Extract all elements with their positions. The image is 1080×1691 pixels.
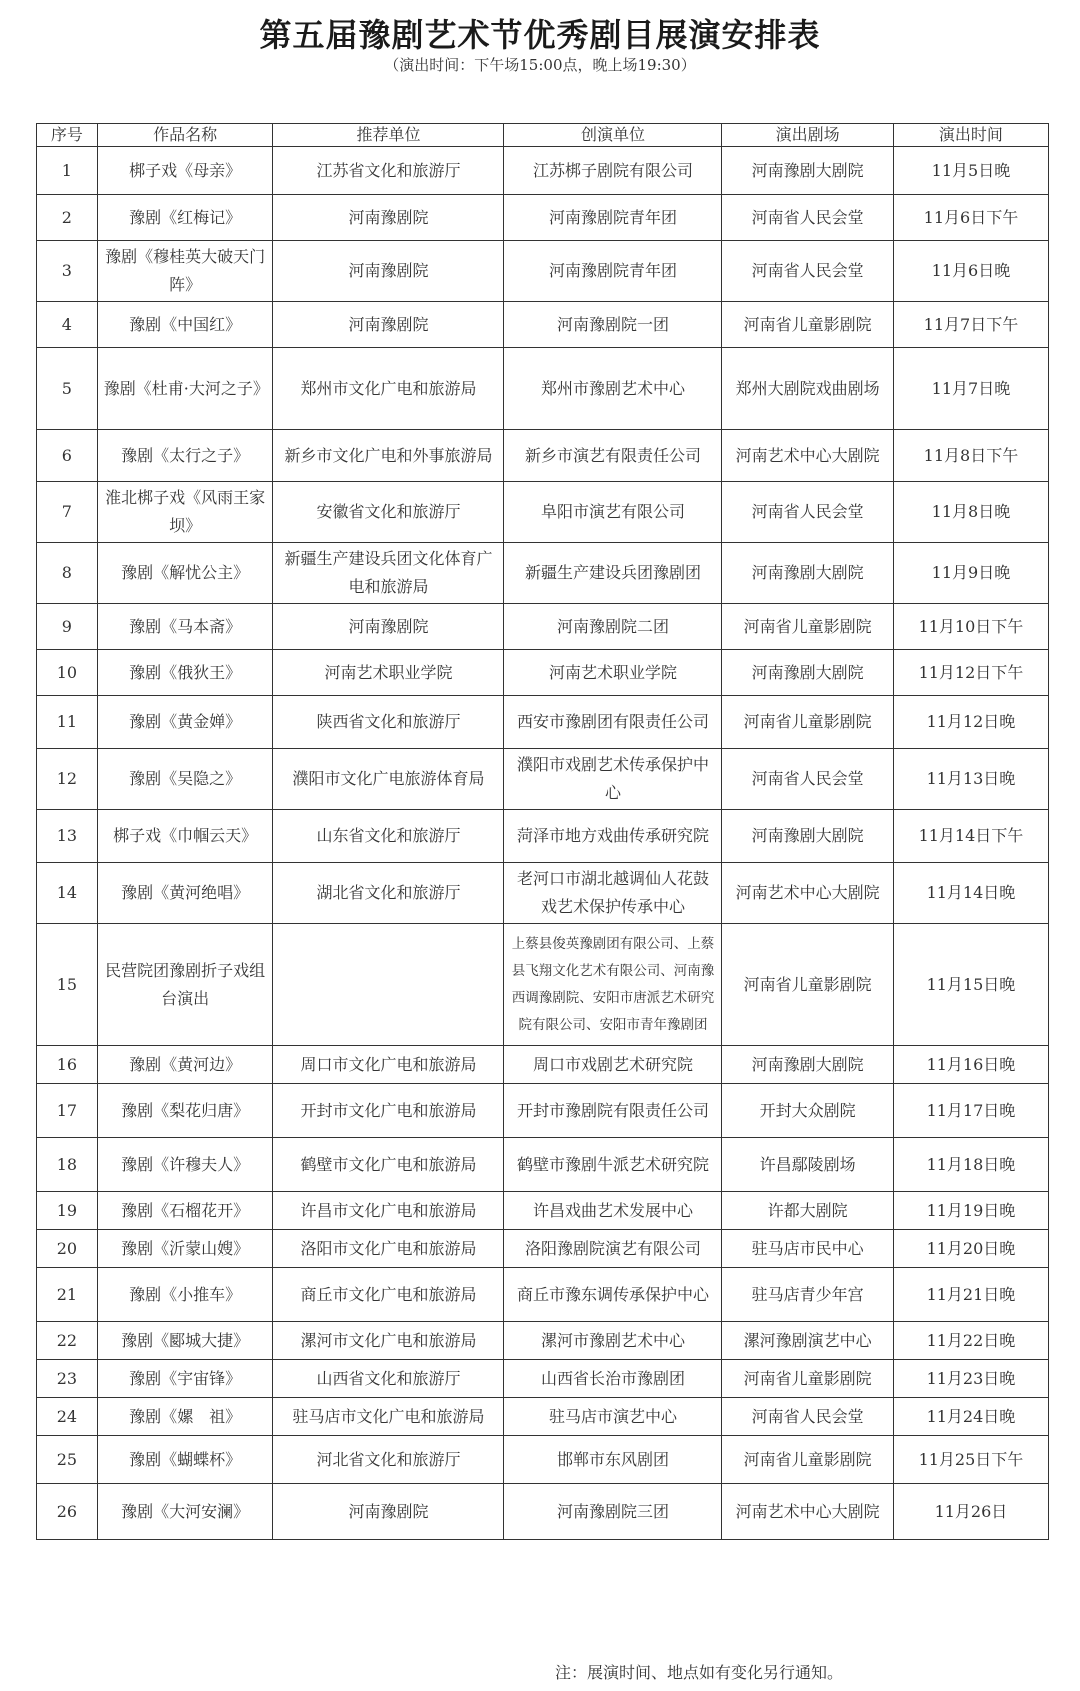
cell-work: 豫剧《太行之子》: [97, 430, 273, 482]
cell-creator: 鹤壁市豫剧牛派艺术研究院: [504, 1138, 722, 1192]
cell-work: 豫剧《嫘 祖》: [97, 1398, 273, 1436]
table-row: [37, 604, 1049, 650]
cell-theater: 河南省人民会堂: [722, 482, 893, 543]
cell-theater: 河南艺术中心大剧院: [722, 863, 893, 924]
cell-theater: 河南豫剧大剧院: [722, 1046, 893, 1084]
cell-no: 3: [37, 241, 98, 302]
header-creator: 创演单位: [504, 124, 722, 147]
cell-time: 11月17日晚: [893, 1084, 1048, 1138]
cell-no: 15: [37, 924, 98, 1046]
table-row: [37, 924, 1049, 1046]
cell-theater: 河南省儿童影剧院: [722, 924, 893, 1046]
cell-theater: 河南豫剧大剧院: [722, 650, 893, 696]
cell-recommender: 周口市文化广电和旅游局: [273, 1046, 504, 1084]
table-row: [37, 1398, 1049, 1436]
cell-theater: 许昌鄢陵剧场: [722, 1138, 893, 1192]
cell-creator: 邯郸市东风剧团: [504, 1436, 722, 1484]
cell-recommender: 河南豫剧院: [273, 302, 504, 348]
cell-work: 豫剧《蝴蝶杯》: [97, 1436, 273, 1484]
cell-no: 10: [37, 650, 98, 696]
cell-creator: 新疆生产建设兵团豫剧团: [504, 543, 722, 604]
cell-no: 1: [37, 147, 98, 195]
cell-no: 17: [37, 1084, 98, 1138]
cell-time: 11月8日晚: [893, 482, 1048, 543]
cell-creator: 西安市豫剧团有限责任公司: [504, 696, 722, 749]
cell-recommender: 郑州市文化广电和旅游局: [273, 348, 504, 430]
table-row: [37, 1046, 1049, 1084]
cell-work: 豫剧《吴隐之》: [97, 749, 273, 810]
cell-no: 21: [37, 1268, 98, 1322]
cell-work: 豫剧《解忧公主》: [97, 543, 273, 604]
cell-recommender: 山东省文化和旅游厅: [273, 810, 504, 863]
cell-time: 11月21日晚: [893, 1268, 1048, 1322]
cell-recommender: 洛阳市文化广电和旅游局: [273, 1230, 504, 1268]
cell-work: 豫剧《马本斋》: [97, 604, 273, 650]
cell-no: 5: [37, 348, 98, 430]
table-row: [37, 1322, 1049, 1360]
cell-work: 豫剧《红梅记》: [97, 195, 273, 241]
cell-creator: 上蔡县俊英豫剧团有限公司、上蔡县飞翔文化艺术有限公司、河南豫西调豫剧院、安阳市唐派艺术研究院有限公司、安阳市青年豫剧团: [504, 924, 722, 1046]
cell-recommender: 濮阳市文化广电旅游体育局: [273, 749, 504, 810]
table-row: [37, 810, 1049, 863]
cell-no: 8: [37, 543, 98, 604]
cell-creator: 江苏梆子剧院有限公司: [504, 147, 722, 195]
table-row: [37, 302, 1049, 348]
cell-recommender: 许昌市文化广电和旅游局: [273, 1192, 504, 1230]
cell-recommender: 开封市文化广电和旅游局: [273, 1084, 504, 1138]
cell-work: 豫剧《梨花归唐》: [97, 1084, 273, 1138]
cell-recommender: 河南豫剧院: [273, 604, 504, 650]
cell-theater: 河南艺术中心大剧院: [722, 430, 893, 482]
table-row: [37, 543, 1049, 604]
table-row: [37, 1360, 1049, 1398]
cell-work: 豫剧《小推车》: [97, 1268, 273, 1322]
cell-no: 12: [37, 749, 98, 810]
cell-no: 23: [37, 1360, 98, 1398]
header-work: 作品名称: [97, 124, 273, 147]
cell-theater: 河南省人民会堂: [722, 749, 893, 810]
cell-recommender: [273, 924, 504, 1046]
cell-creator: 阜阳市演艺有限公司: [504, 482, 722, 543]
cell-creator: 山西省长治市豫剧团: [504, 1360, 722, 1398]
cell-work: 淮北梆子戏《风雨王家坝》: [97, 482, 273, 543]
page-title: 第五届豫剧艺术节优秀剧目展演安排表: [259, 16, 821, 54]
cell-time: 11月9日晚: [893, 543, 1048, 604]
cell-creator: 老河口市湖北越调仙人花鼓戏艺术保护传承中心: [504, 863, 722, 924]
cell-no: 9: [37, 604, 98, 650]
table-row: [37, 1268, 1049, 1322]
cell-no: 11: [37, 696, 98, 749]
table-row: [37, 650, 1049, 696]
cell-theater: 河南省儿童影剧院: [722, 1436, 893, 1484]
table-row: [37, 430, 1049, 482]
cell-recommender: 河南艺术职业学院: [273, 650, 504, 696]
cell-creator: 新乡市演艺有限责任公司: [504, 430, 722, 482]
cell-work: 豫剧《中国红》: [97, 302, 273, 348]
cell-time: 11月6日下午: [893, 195, 1048, 241]
cell-recommender: 河南豫剧院: [273, 1484, 504, 1540]
cell-no: 14: [37, 863, 98, 924]
cell-creator: 濮阳市戏剧艺术传承保护中心: [504, 749, 722, 810]
cell-work: 梆子戏《母亲》: [97, 147, 273, 195]
cell-time: 11月25日下午: [893, 1436, 1048, 1484]
table-row: [37, 195, 1049, 241]
cell-work: 豫剧《石榴花开》: [97, 1192, 273, 1230]
table-row: [37, 1192, 1049, 1230]
cell-time: 11月24日晚: [893, 1398, 1048, 1436]
cell-recommender: 河南豫剧院: [273, 195, 504, 241]
cell-theater: 河南艺术中心大剧院: [722, 1484, 893, 1540]
cell-time: 11月14日下午: [893, 810, 1048, 863]
cell-creator: 洛阳豫剧院演艺有限公司: [504, 1230, 722, 1268]
cell-no: 6: [37, 430, 98, 482]
cell-time: 11月10日下午: [893, 604, 1048, 650]
cell-creator: 河南豫剧院青年团: [504, 195, 722, 241]
cell-creator: 商丘市豫东调传承保护中心: [504, 1268, 722, 1322]
cell-creator: 郑州市豫剧艺术中心: [504, 348, 722, 430]
cell-time: 11月20日晚: [893, 1230, 1048, 1268]
header-recommender: 推荐单位: [273, 124, 504, 147]
cell-work: 豫剧《俄狄王》: [97, 650, 273, 696]
cell-work: 豫剧《杜甫·大河之子》: [97, 348, 273, 430]
cell-recommender: 江苏省文化和旅游厅: [273, 147, 504, 195]
cell-creator: 河南豫剧院一团: [504, 302, 722, 348]
cell-work: 豫剧《许穆夫人》: [97, 1138, 273, 1192]
cell-time: 11月22日晚: [893, 1322, 1048, 1360]
cell-creator: 河南豫剧院三团: [504, 1484, 722, 1540]
table-row: [37, 1484, 1049, 1540]
cell-recommender: 商丘市文化广电和旅游局: [273, 1268, 504, 1322]
cell-creator: 开封市豫剧院有限责任公司: [504, 1084, 722, 1138]
cell-theater: 许都大剧院: [722, 1192, 893, 1230]
cell-recommender: 新疆生产建设兵团文化体育广电和旅游局: [273, 543, 504, 604]
cell-recommender: 驻马店市文化广电和旅游局: [273, 1398, 504, 1436]
header-no: 序号: [37, 124, 98, 147]
cell-time: 11月12日下午: [893, 650, 1048, 696]
cell-time: 11月12日晚: [893, 696, 1048, 749]
cell-theater: 河南省人民会堂: [722, 241, 893, 302]
cell-no: 13: [37, 810, 98, 863]
table-row: [37, 241, 1049, 302]
cell-creator: 驻马店市演艺中心: [504, 1398, 722, 1436]
cell-work: 梆子戏《巾帼云天》: [97, 810, 273, 863]
cell-time: 11月23日晚: [893, 1360, 1048, 1398]
table-row: [37, 863, 1049, 924]
cell-theater: 河南省儿童影剧院: [722, 302, 893, 348]
cell-recommender: 陕西省文化和旅游厅: [273, 696, 504, 749]
cell-work: 豫剧《大河安澜》: [97, 1484, 273, 1540]
cell-theater: 河南省儿童影剧院: [722, 604, 893, 650]
page-subtitle: （演出时间：下午场15:00点，晚上场19:30）: [384, 56, 696, 74]
table-row: [37, 348, 1049, 430]
cell-work: 豫剧《黄河绝唱》: [97, 863, 273, 924]
cell-work: 民营院团豫剧折子戏组台演出: [97, 924, 273, 1046]
cell-theater: 驻马店市民中心: [722, 1230, 893, 1268]
cell-recommender: 漯河市文化广电和旅游局: [273, 1322, 504, 1360]
cell-no: 25: [37, 1436, 98, 1484]
cell-work: 豫剧《穆桂英大破天门阵》: [97, 241, 273, 302]
cell-theater: 开封大众剧院: [722, 1084, 893, 1138]
cell-theater: 驻马店青少年宫: [722, 1268, 893, 1322]
cell-time: 11月6日晚: [893, 241, 1048, 302]
cell-time: 11月16日晚: [893, 1046, 1048, 1084]
table-row: [37, 1084, 1049, 1138]
cell-time: 11月7日晚: [893, 348, 1048, 430]
table-row: [37, 147, 1049, 195]
cell-theater: 郑州大剧院戏曲剧场: [722, 348, 893, 430]
cell-creator: 菏泽市地方戏曲传承研究院: [504, 810, 722, 863]
cell-no: 24: [37, 1398, 98, 1436]
cell-no: 26: [37, 1484, 98, 1540]
footnote: 注：展演时间、地点如有变化另行通知。: [555, 1663, 844, 1682]
table-row: [37, 696, 1049, 749]
cell-time: 11月8日下午: [893, 430, 1048, 482]
cell-theater: 河南省人民会堂: [722, 1398, 893, 1436]
table-row: [37, 1436, 1049, 1484]
cell-time: 11月15日晚: [893, 924, 1048, 1046]
cell-creator: 河南艺术职业学院: [504, 650, 722, 696]
cell-theater: 河南豫剧大剧院: [722, 543, 893, 604]
table-row: [37, 1138, 1049, 1192]
cell-time: 11月13日晚: [893, 749, 1048, 810]
table-row: [37, 482, 1049, 543]
cell-creator: 许昌戏曲艺术发展中心: [504, 1192, 722, 1230]
cell-work: 豫剧《黄河边》: [97, 1046, 273, 1084]
cell-theater: 河南省人民会堂: [722, 195, 893, 241]
cell-recommender: 湖北省文化和旅游厅: [273, 863, 504, 924]
cell-time: 11月18日晚: [893, 1138, 1048, 1192]
cell-recommender: 山西省文化和旅游厅: [273, 1360, 504, 1398]
cell-theater: 河南豫剧大剧院: [722, 147, 893, 195]
cell-time: 11月5日晚: [893, 147, 1048, 195]
cell-theater: 河南省儿童影剧院: [722, 1360, 893, 1398]
cell-no: 16: [37, 1046, 98, 1084]
header-time: 演出时间: [893, 124, 1048, 147]
cell-time: 11月7日下午: [893, 302, 1048, 348]
cell-no: 19: [37, 1192, 98, 1230]
cell-no: 4: [37, 302, 98, 348]
cell-no: 2: [37, 195, 98, 241]
header-theater: 演出剧场: [722, 124, 893, 147]
cell-work: 豫剧《宇宙锋》: [97, 1360, 273, 1398]
cell-time: 11月14日晚: [893, 863, 1048, 924]
cell-no: 22: [37, 1322, 98, 1360]
cell-no: 20: [37, 1230, 98, 1268]
cell-creator: 河南豫剧院青年团: [504, 241, 722, 302]
table-header-row: [37, 124, 1049, 147]
cell-recommender: 安徽省文化和旅游厅: [273, 482, 504, 543]
cell-theater: 河南豫剧大剧院: [722, 810, 893, 863]
cell-recommender: 河南豫剧院: [273, 241, 504, 302]
cell-work: 豫剧《郾城大捷》: [97, 1322, 273, 1360]
cell-recommender: 鹤壁市文化广电和旅游局: [273, 1138, 504, 1192]
table-row: [37, 1230, 1049, 1268]
table-row: [37, 749, 1049, 810]
cell-theater: 漯河豫剧演艺中心: [722, 1322, 893, 1360]
cell-creator: 河南豫剧院二团: [504, 604, 722, 650]
schedule-table: [36, 123, 1049, 1540]
cell-theater: 河南省儿童影剧院: [722, 696, 893, 749]
cell-creator: 周口市戏剧艺术研究院: [504, 1046, 722, 1084]
cell-time: 11月19日晚: [893, 1192, 1048, 1230]
cell-no: 18: [37, 1138, 98, 1192]
cell-no: 7: [37, 482, 98, 543]
cell-creator: 漯河市豫剧艺术中心: [504, 1322, 722, 1360]
cell-time: 11月26日: [893, 1484, 1048, 1540]
cell-recommender: 新乡市文化广电和外事旅游局: [273, 430, 504, 482]
cell-work: 豫剧《沂蒙山嫂》: [97, 1230, 273, 1268]
cell-work: 豫剧《黄金婵》: [97, 696, 273, 749]
cell-recommender: 河北省文化和旅游厅: [273, 1436, 504, 1484]
